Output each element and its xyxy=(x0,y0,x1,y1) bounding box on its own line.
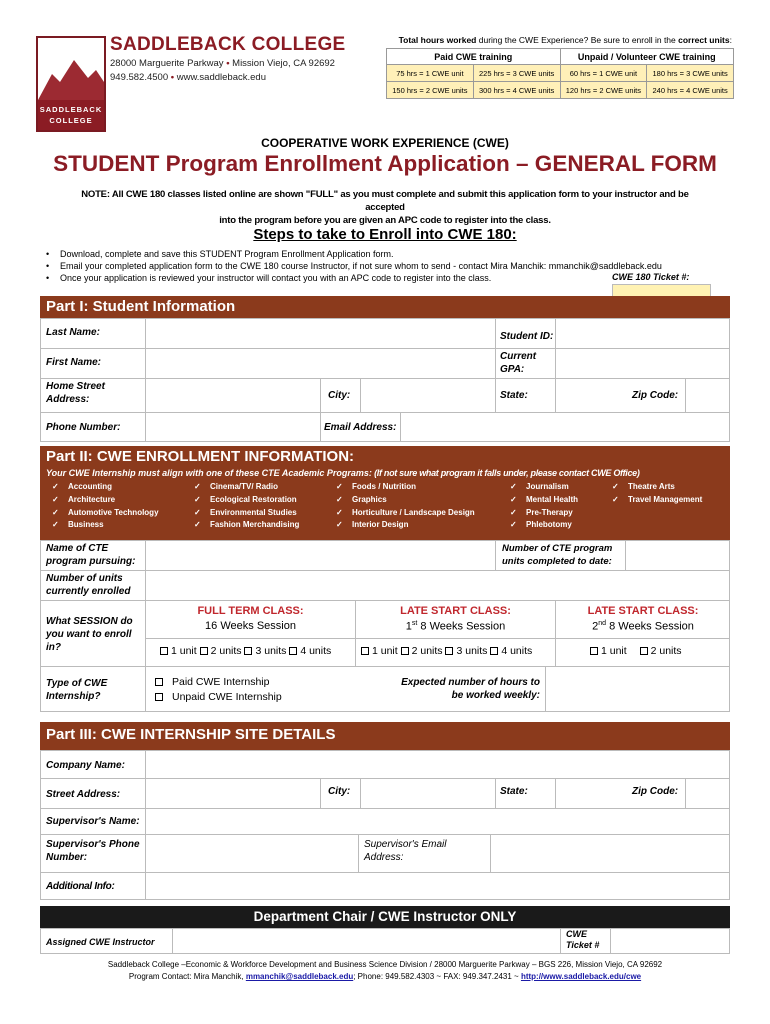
full-term-heading: FULL TERM CLASS: xyxy=(197,605,304,617)
city-field[interactable] xyxy=(361,379,494,411)
cte-program-label: Name of CTE program pursuing: xyxy=(46,543,136,567)
city-label: City: xyxy=(328,390,351,401)
street-address-field[interactable] xyxy=(146,779,319,807)
state-label: State: xyxy=(500,390,528,401)
unit-checkbox[interactable]: 3 units xyxy=(244,645,286,657)
hours-cell: 300 hrs = 4 CWE units xyxy=(473,82,560,99)
hours-cell: 120 hrs = 2 CWE units xyxy=(560,82,647,99)
unit-checkbox[interactable]: 2 units xyxy=(200,645,242,657)
mountain-icon xyxy=(38,38,104,100)
step-item: • Download, complete and save this STUDENT Program Enrollment Application form. xyxy=(46,248,726,260)
steps-heading: Steps to take to Enroll into CWE 180: xyxy=(253,226,517,243)
company-name-field[interactable] xyxy=(146,751,729,777)
state-field[interactable] xyxy=(556,379,626,411)
paid-heading: Paid CWE training xyxy=(387,49,561,65)
hours-cell: 225 hrs = 3 CWE units xyxy=(473,65,560,82)
units-enrolled-label: Number of units currently enrolled xyxy=(46,573,131,597)
college-name: SADDLEBACK COLLEGE xyxy=(110,34,346,55)
cte-units-label: Number of CTE program units completed to date: xyxy=(502,543,613,567)
zip-label: Zip Code: xyxy=(632,390,679,401)
ticket-label: CWE 180 Ticket #: xyxy=(612,272,690,282)
unpaid-heading: Unpaid / Volunteer CWE training xyxy=(560,49,734,65)
home-address-field[interactable] xyxy=(146,379,319,411)
cte-program-field[interactable] xyxy=(146,541,494,569)
unpaid-internship-checkbox[interactable]: Unpaid CWE Internship xyxy=(155,690,282,705)
street-address-label: Street Address: xyxy=(46,789,121,800)
student-id-field[interactable] xyxy=(556,319,729,347)
hours-note: Total hours worked during the CWE Experience? Be sure to enroll in the correct units: xyxy=(398,35,732,45)
supervisor-email-field[interactable] xyxy=(491,835,729,871)
additional-info-field[interactable] xyxy=(146,873,729,899)
part1-header: Part I: Student Information xyxy=(40,296,730,318)
assigned-instructor-field[interactable] xyxy=(173,929,559,953)
late-start-1-sub: 1st 8 Weeks Session xyxy=(405,620,506,633)
last-name-field[interactable] xyxy=(146,319,494,347)
unit-checkbox[interactable]: 1 unit xyxy=(361,645,398,657)
college-logo xyxy=(36,36,106,132)
hours-weekly-label: Expected number of hours to be worked weekly: xyxy=(401,677,540,701)
supervisor-name-label: Supervisor's Name: xyxy=(46,816,140,827)
site-state-label: State: xyxy=(500,786,528,797)
first-name-field[interactable] xyxy=(146,349,494,377)
cwe-ticket-field[interactable] xyxy=(611,929,729,953)
phone-field[interactable] xyxy=(146,413,319,441)
hours-cell: 180 hrs = 3 CWE units xyxy=(647,65,734,82)
logo-text-line1: SADDLEBACK xyxy=(39,105,103,114)
full-term-units xyxy=(160,645,331,657)
part2-title: Part II: CWE ENROLLMENT INFORMATION: xyxy=(46,448,355,465)
supervisor-phone-field[interactable] xyxy=(146,835,357,871)
first-name-label: First Name: xyxy=(46,357,102,368)
program-list-col5: ✓ Theatre Arts ✓ Travel Management xyxy=(612,482,703,504)
late-start-1-units xyxy=(361,645,532,657)
logo-text-line2: COLLEGE xyxy=(49,116,93,125)
unit-checkbox[interactable]: 4 units xyxy=(490,645,532,657)
step-item: • Once your application is reviewed your instructor will contact you with an APC code to register into the class. xyxy=(46,272,726,284)
late-start-2-sub: 2nd 8 Weeks Session xyxy=(592,620,694,633)
paid-internship-checkbox[interactable]: Paid CWE Internship xyxy=(155,675,282,690)
late-start-1-heading: LATE START CLASS: xyxy=(400,605,511,617)
site-zip-field[interactable] xyxy=(686,779,729,807)
part2-subtitle: Your CWE Internship must align with one of these CTE Academic Programs: (If not sure what program it falls under, please contact CWE Office) xyxy=(46,468,640,478)
late-start-2-units xyxy=(590,645,682,657)
phone-label: Phone Number: xyxy=(46,422,121,433)
internship-type-options xyxy=(155,675,282,705)
footer-line2: Program Contact: Mira Manchik, mmanchik@saddleback.edu; Phone: 949.582.4303 ~ FAX: 949.347.2431 ~ http://www.saddleback.edu/cwe xyxy=(128,972,642,981)
hours-cell: 75 hrs = 1 CWE unit xyxy=(387,65,474,82)
gpa-field[interactable] xyxy=(556,349,729,377)
full-term-sub: 16 Weeks Session xyxy=(205,620,296,632)
unit-checkbox[interactable]: 2 units xyxy=(640,645,682,657)
email-field[interactable] xyxy=(401,413,729,441)
site-zip-label: Zip Code: xyxy=(632,786,679,797)
program-list-col2: ✓ Cinema/TV/ Radio ✓ Ecological Restoration ✓ Environmental Studies ✓ Fashion Merchandising xyxy=(194,482,300,530)
supervisor-phone-label: Supervisor's Phone Number: xyxy=(46,839,140,863)
dept-header: Department Chair / CWE Instructor ONLY xyxy=(40,906,730,928)
zip-field[interactable] xyxy=(686,379,729,411)
internship-type-label: Type of CWE Internship? xyxy=(46,678,108,702)
page-title: STUDENT Program Enrollment Application – GENERAL FORM xyxy=(53,151,717,176)
college-address: 28000 Marguerite Parkway • Mission Viejo, CA 92692 xyxy=(110,58,335,69)
unit-checkbox[interactable]: 1 unit xyxy=(160,645,197,657)
unit-checkbox[interactable]: 1 unit xyxy=(590,645,627,657)
site-city-label: City: xyxy=(328,786,351,797)
company-name-label: Company Name: xyxy=(46,760,125,771)
step-item: • Email your completed application form to the CWE 180 course Instructor, if not sure whom to send - contact Mira Manchik: mmanchik@saddleback.edu xyxy=(46,260,726,272)
college-contact: 949.582.4500 • www.saddleback.edu xyxy=(110,72,266,83)
supervisor-name-field[interactable] xyxy=(146,809,729,833)
assigned-instructor-label: Assigned CWE Instructor xyxy=(46,937,155,947)
student-id-label: Student ID: xyxy=(500,331,554,342)
cwe-ticket-label: CWE Ticket # xyxy=(566,929,600,950)
site-city-field[interactable] xyxy=(361,779,494,807)
unit-checkbox[interactable]: 2 units xyxy=(401,645,443,657)
unit-checkbox[interactable]: 3 units xyxy=(445,645,487,657)
last-name-label: Last Name: xyxy=(46,327,100,338)
home-address-label: Home Street Address: xyxy=(46,381,105,405)
program-list-col4: ✓ Journalism ✓ Mental Health ✓ Pre-Therapy ✓ Phlebotomy xyxy=(510,482,579,530)
supervisor-email-label: Supervisor's Email Address: xyxy=(364,839,447,863)
additional-info-label: Additional Info: xyxy=(46,881,115,892)
part3-header: Part III: CWE INTERNSHIP SITE DETAILS xyxy=(40,722,730,750)
enrollment-note: NOTE: All CWE 180 classes listed online are shown "FULL" as you must complete and submit this application form to your instructor and be accepted into the program before you are given an APC code to register into the class. xyxy=(81,189,689,226)
session-label: What SESSION do you want to enroll in? xyxy=(46,616,133,653)
late-start-2-heading: LATE START CLASS: xyxy=(587,605,699,617)
cwe-website-link[interactable]: http://www.saddleback.edu/cwe xyxy=(520,972,642,981)
hours-cell: 60 hrs = 1 CWE unit xyxy=(560,65,647,82)
cwe-title: COOPERATIVE WORK EXPERIENCE (CWE) xyxy=(261,136,509,150)
footer-line1: Saddleback College –Economic & Workforce Development and Business Science Division / 28000 Marguerite Parkway – BGS 226, Mission Viejo, CA 92692 xyxy=(107,960,663,969)
gpa-label: Current GPA: xyxy=(500,351,537,375)
units-enrolled-field[interactable] xyxy=(146,571,729,599)
hours-table xyxy=(386,48,734,99)
hours-cell: 150 hrs = 2 CWE units xyxy=(387,82,474,99)
cte-units-field[interactable] xyxy=(626,541,729,569)
hours-weekly-field[interactable] xyxy=(546,667,729,711)
program-list-col1: ✓ Accounting ✓ Architecture ✓ Automotive Technology ✓ Business xyxy=(52,482,159,530)
contact-email-link[interactable]: mmanchik@saddleback.edu xyxy=(245,972,354,981)
email-label: Email Address: xyxy=(324,422,397,433)
hours-cell: 240 hrs = 4 CWE units xyxy=(647,82,734,99)
site-state-field[interactable] xyxy=(556,779,626,807)
program-list-col3: ✓ Foods / Nutrition ✓ Graphics ✓ Horticulture / Landscape Design ✓ Interior Design xyxy=(336,482,475,530)
unit-checkbox[interactable]: 4 units xyxy=(289,645,331,657)
